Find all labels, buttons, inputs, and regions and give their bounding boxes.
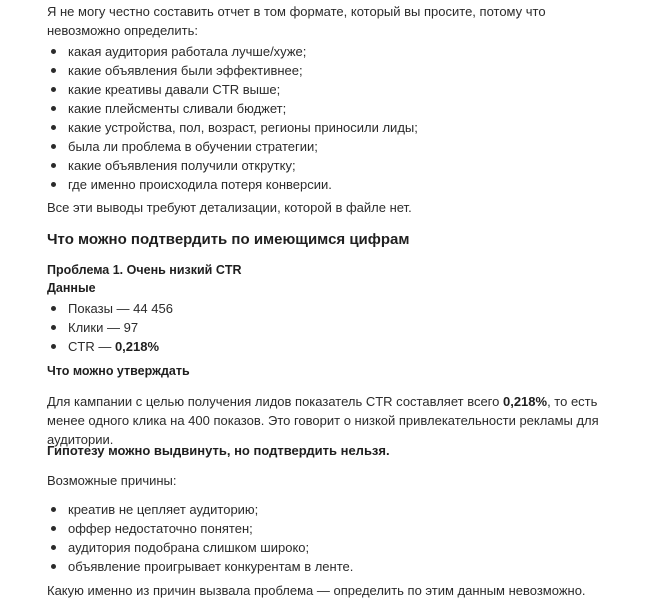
list-item: какие объявления были эффективнее; <box>47 61 612 80</box>
section-title: Что можно подтвердить по имеющимся цифрам <box>47 231 410 248</box>
bullet-icon <box>51 306 56 311</box>
cannot-determine-list <box>47 42 612 194</box>
list-item: какая аудитория работала лучше/хуже; <box>47 42 612 61</box>
list-item: какие устройства, пол, возраст, регионы приносили лиды; <box>47 118 612 137</box>
list-item: была ли проблема в обучении стратегии; <box>47 137 612 156</box>
bullet-icon <box>51 163 56 168</box>
reasons-title: Возможные причины: <box>47 473 177 488</box>
bullet-icon <box>51 507 56 512</box>
list-item-ctr: CTR — 0,218% <box>47 337 612 356</box>
bullet-icon <box>51 344 56 349</box>
reasons-list <box>47 500 612 576</box>
claim-ctr-value: 0,218% <box>502 394 548 409</box>
list-item: аудитория подобрана слишком широко; <box>47 538 612 557</box>
bullet-icon <box>51 49 56 54</box>
list-item: объявление проигрывает конкурентам в ленте. <box>47 557 612 576</box>
bullet-icon <box>51 125 56 130</box>
bullet-icon <box>51 526 56 531</box>
list-item: креатив не цепляет аудиторию; <box>47 500 612 519</box>
bullet-icon <box>51 144 56 149</box>
list-item: какие креативы давали CTR выше; <box>47 80 612 99</box>
list-item-impressions: Показы — 44 456 <box>47 299 612 318</box>
conclusion-paragraph: Какую именно из причин вызвала проблема — определить по этим данным невозможно. <box>47 583 586 598</box>
bullet-icon <box>51 87 56 92</box>
bullet-icon <box>51 182 56 187</box>
list-item: какие плейсменты сливали бюджет; <box>47 99 612 118</box>
bullet-icon <box>51 106 56 111</box>
list-item: где именно происходила потеря конверсии. <box>47 175 612 194</box>
data-list <box>47 299 612 356</box>
bullet-icon <box>51 325 56 330</box>
problem-title: Проблема 1. Очень низкий CTR <box>47 263 242 277</box>
list-item: какие объявления получили открутку; <box>47 156 612 175</box>
ctr-value: 0,218% <box>114 339 160 354</box>
claim-title: Что можно утверждать <box>47 364 190 378</box>
details-note: Все эти выводы требуют детализации, которой в файле нет. <box>47 200 412 215</box>
hypothesis-paragraph: Гипотезу можно выдвинуть, но подтвердить нельзя. <box>47 443 390 458</box>
list-item-clicks: Клики — 97 <box>47 318 612 337</box>
data-title: Данные <box>47 281 96 295</box>
bullet-icon <box>51 545 56 550</box>
bullet-icon <box>51 68 56 73</box>
claim-paragraph: Для кампании с целью получения лидов показатель CTR составляет всего 0,218%, то есть менее одного клика на 400 показов. Это говорит о низкой привлекательности рекламы для аудитории. <box>47 394 599 447</box>
intro-paragraph: Я не могу честно составить отчет в том формате, который вы просите, потому что невозможно определить: <box>47 4 546 38</box>
bullet-icon <box>51 564 56 569</box>
list-item: оффер недостаточно понятен; <box>47 519 612 538</box>
